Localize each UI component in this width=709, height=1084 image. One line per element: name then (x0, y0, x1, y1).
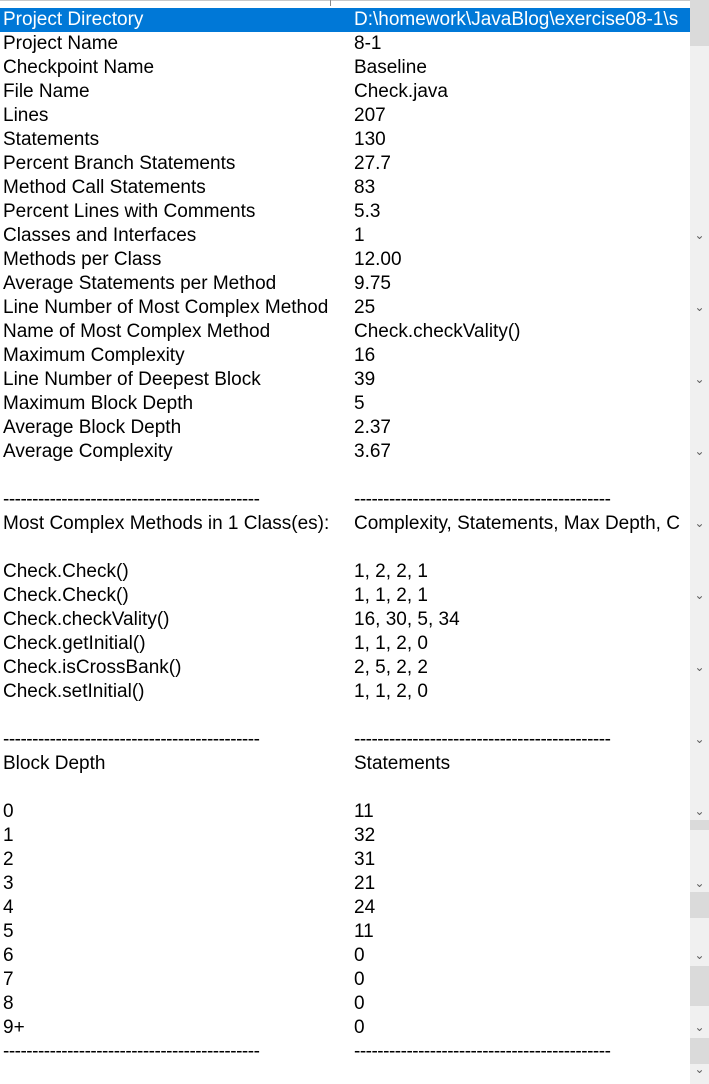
metric-value: 27.7 (354, 153, 391, 174)
metric-label: Line Number of Most Complex Method (3, 297, 329, 318)
separator-right: -------------------------------------------- (354, 1041, 611, 1062)
depth-header-row[interactable] (0, 752, 690, 776)
row-value: 1, 1, 2, 0 (354, 681, 428, 702)
chevron-down-icon[interactable]: ⌄ (694, 732, 705, 746)
row-label: 4 (3, 897, 14, 918)
metric-row-max-complexity[interactable] (0, 344, 690, 368)
table-row[interactable] (0, 968, 690, 992)
metric-row-max-depth[interactable] (0, 392, 690, 416)
metric-value: 25 (354, 297, 376, 318)
table-row[interactable] (0, 1016, 690, 1040)
table-row[interactable] (0, 896, 690, 920)
metric-label: Checkpoint Name (3, 57, 155, 78)
separator-left: -------------------------------------------- (3, 729, 260, 750)
scroll-thumb[interactable] (690, 892, 709, 918)
metric-row-method-calls[interactable] (0, 176, 690, 200)
row-value: 21 (354, 873, 376, 894)
metric-row-project-directory[interactable] (0, 8, 690, 32)
metric-row-file-name[interactable] (0, 80, 690, 104)
metric-value: 1 (354, 225, 365, 246)
row-label: 1 (3, 825, 14, 846)
chevron-down-icon[interactable]: ⌄ (694, 372, 705, 386)
metric-value: 5 (354, 393, 365, 414)
top-edge (0, 0, 690, 8)
separator-row (0, 728, 690, 752)
metric-row-classes[interactable] (0, 224, 690, 248)
metric-label: Project Name (3, 33, 119, 54)
metric-value: 39 (354, 369, 376, 390)
column-divider (330, 0, 331, 6)
separator-right: -------------------------------------------- (354, 489, 611, 510)
metric-label: Average Block Depth (3, 417, 182, 438)
row-label: 8 (3, 993, 14, 1014)
metric-row-avg-complexity[interactable] (0, 440, 690, 464)
metric-value: Check.checkVality() (354, 321, 521, 342)
row-label: Check.checkVality() (3, 609, 170, 630)
separator-row (0, 1040, 690, 1064)
metric-label: Percent Branch Statements (3, 153, 236, 174)
blank-row (0, 704, 690, 728)
blank-row (0, 776, 690, 800)
chevron-down-icon[interactable]: ⌄ (694, 516, 705, 530)
metric-row-name-most-complex[interactable] (0, 320, 690, 344)
separator-left: -------------------------------------------- (3, 489, 260, 510)
metric-value: 207 (354, 105, 386, 126)
row-value: 1, 1, 2, 0 (354, 633, 428, 654)
row-value: 0 (354, 993, 365, 1014)
row-value: 2, 5, 2, 2 (354, 657, 428, 678)
chevron-down-icon[interactable]: ⌄ (694, 876, 705, 890)
metric-row-checkpoint-name[interactable] (0, 56, 690, 80)
chevron-down-icon[interactable]: ⌄ (694, 444, 705, 458)
chevron-down-icon[interactable]: ⌄ (694, 588, 705, 602)
metric-label: Name of Most Complex Method (3, 321, 271, 342)
metric-label: Average Complexity (3, 441, 173, 462)
row-value: 1, 1, 2, 1 (354, 585, 428, 606)
metric-value: 9.75 (354, 273, 391, 294)
metric-label: Percent Lines with Comments (3, 201, 256, 222)
metric-label: Average Statements per Method (3, 273, 277, 294)
metric-value: 12.00 (354, 249, 402, 270)
row-label: Check.setInitial() (3, 681, 145, 702)
chevron-down-icon[interactable]: ⌄ (694, 804, 705, 818)
methods-rows (0, 560, 690, 704)
metric-value: 3.67 (354, 441, 391, 462)
methods-header-value: Complexity, Statements, Max Depth, C (354, 513, 680, 534)
chevron-down-icon[interactable]: ⌄ (694, 1062, 705, 1076)
row-label: 5 (3, 921, 14, 942)
metric-row-avg-statements[interactable] (0, 272, 690, 296)
metrics-list (0, 8, 690, 1064)
metric-label: Maximum Complexity (3, 345, 185, 366)
metric-value: Check.java (354, 81, 448, 102)
row-label: Check.getInitial() (3, 633, 146, 654)
chevron-down-icon[interactable]: ⌄ (694, 228, 705, 242)
row-label: 0 (3, 801, 14, 822)
metric-row-methods-per-class[interactable] (0, 248, 690, 272)
table-row[interactable] (0, 680, 690, 704)
scroll-thumb[interactable] (690, 820, 709, 830)
chevron-down-icon[interactable]: ⌄ (694, 948, 705, 962)
methods-header-label: Most Complex Methods in 1 Class(es): (3, 513, 330, 534)
scroll-thumb[interactable] (690, 966, 709, 1006)
row-label: 7 (3, 969, 14, 990)
row-value: 11 (354, 921, 374, 942)
metric-value: 16 (354, 345, 376, 366)
metric-label: Methods per Class (3, 249, 162, 270)
row-value: 0 (354, 1017, 365, 1038)
chevron-down-icon[interactable]: ⌄ (694, 300, 705, 314)
metric-value: D:\homework\JavaBlog\exercise08-1\s (354, 9, 679, 30)
metric-row-percent-branch[interactable] (0, 152, 690, 176)
table-row[interactable] (0, 632, 690, 656)
blank-row (0, 536, 690, 560)
table-row[interactable] (0, 824, 690, 848)
row-value: 16, 30, 5, 34 (354, 609, 460, 630)
metric-value: 8-1 (354, 33, 382, 54)
table-row[interactable] (0, 944, 690, 968)
depth-rows (0, 800, 690, 1040)
metric-value: 130 (354, 129, 386, 150)
metric-label: Classes and Interfaces (3, 225, 197, 246)
metric-row-line-most-complex[interactable] (0, 296, 690, 320)
metric-value: Baseline (354, 57, 427, 78)
row-label: Check.Check() (3, 585, 129, 606)
scroll-thumb[interactable] (690, 0, 709, 46)
separator-row (0, 488, 690, 512)
metric-label: Statements (3, 129, 100, 150)
table-row[interactable] (0, 560, 690, 584)
metric-value: 5.3 (354, 201, 381, 222)
separator-left: -------------------------------------------- (3, 1041, 260, 1062)
row-label: 6 (3, 945, 14, 966)
table-row[interactable] (0, 608, 690, 632)
row-label: 3 (3, 873, 14, 894)
depth-header-label: Block Depth (3, 753, 106, 774)
row-label: 9+ (3, 1017, 25, 1038)
metric-row-avg-depth[interactable] (0, 416, 690, 440)
metric-value: 83 (354, 177, 376, 198)
metric-label: Lines (3, 105, 49, 126)
scroll-thumb[interactable] (690, 1038, 709, 1064)
chevron-down-icon[interactable]: ⌄ (694, 1020, 705, 1034)
row-label: 2 (3, 849, 14, 870)
table-row[interactable] (0, 656, 690, 680)
metric-row-line-deepest[interactable] (0, 368, 690, 392)
row-label: Check.Check() (3, 561, 129, 582)
methods-header-row[interactable] (0, 512, 690, 536)
separator-right: -------------------------------------------- (354, 729, 611, 750)
right-scroll-gutter[interactable] (690, 0, 709, 1084)
metric-row-lines[interactable] (0, 104, 690, 128)
depth-header-value: Statements (354, 753, 451, 774)
metric-value: 2.37 (354, 417, 391, 438)
table-row[interactable] (0, 920, 690, 944)
row-value: 32 (354, 825, 376, 846)
row-value: 31 (354, 849, 376, 870)
metric-label: Project Directory (3, 9, 144, 30)
table-row[interactable] (0, 848, 690, 872)
blank-row (0, 464, 690, 488)
metric-row-percent-comments[interactable] (0, 200, 690, 224)
metric-label: Method Call Statements (3, 177, 206, 198)
table-row[interactable] (0, 584, 690, 608)
table-row[interactable] (0, 800, 690, 824)
metric-row-project-name[interactable] (0, 32, 690, 56)
row-label: Check.isCrossBank() (3, 657, 182, 678)
table-row[interactable] (0, 992, 690, 1016)
table-row[interactable] (0, 872, 690, 896)
row-value: 24 (354, 897, 376, 918)
metric-label: Maximum Block Depth (3, 393, 194, 414)
metric-row-statements[interactable] (0, 128, 690, 152)
chevron-down-icon[interactable]: ⌄ (694, 660, 705, 674)
metric-label: Line Number of Deepest Block (3, 369, 261, 390)
row-value: 0 (354, 969, 365, 990)
row-value: 1, 2, 2, 1 (354, 561, 428, 582)
row-value: 11 (354, 801, 374, 822)
metric-label: File Name (3, 81, 90, 102)
row-value: 0 (354, 945, 365, 966)
